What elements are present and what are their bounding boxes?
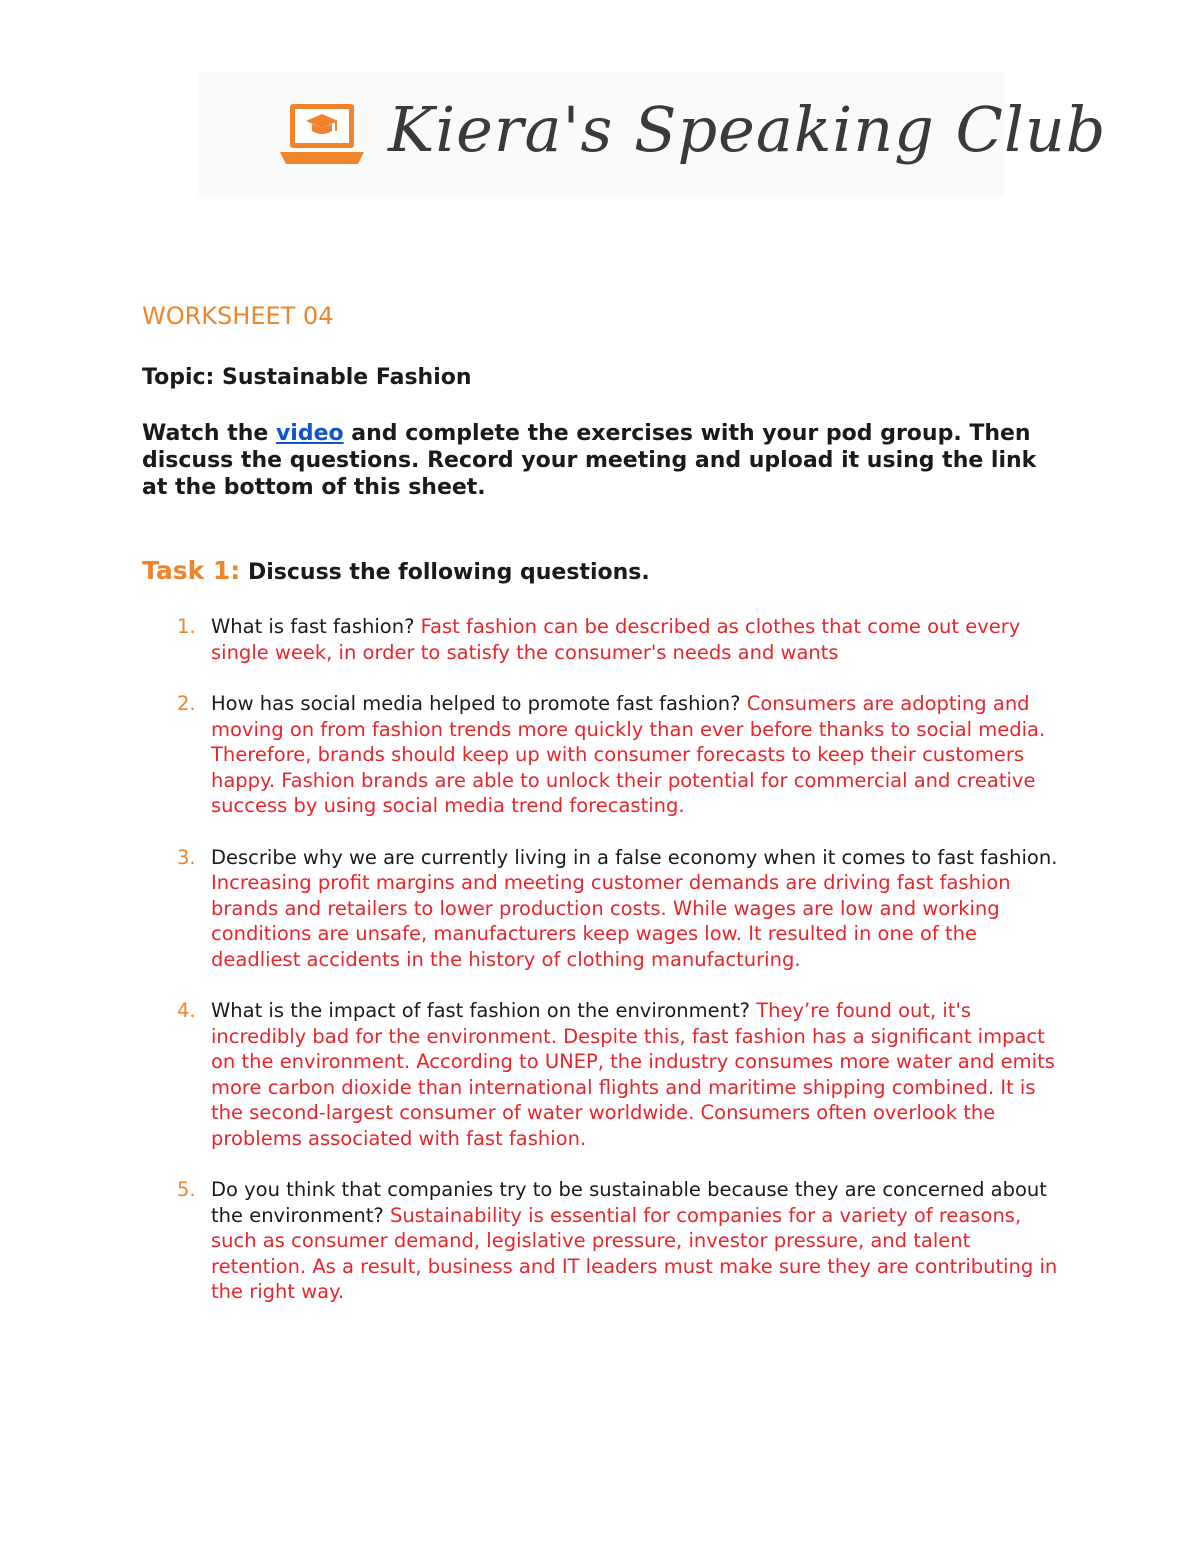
task-label: Task 1:	[142, 556, 241, 585]
video-link[interactable]: video	[275, 421, 344, 446]
answer-text: Consumers are adopting and moving on from fashion trends more quickly than ever before thanks to social media. Therefore, brands should keep up with consumer forecasts to keep their customers happy. Fashion brands are able to unlock their potential for commercial and creative success by using social media trend forecasting.	[211, 692, 1046, 817]
list-item	[142, 998, 1062, 1151]
question-number: 1.	[177, 615, 196, 638]
answer-text: They’re found out, it's incredibly bad for the environment. Despite this, fast fashion has a significant impact on the environment. According to UNEP, the industry consumes more water and emits more carbon dioxide than international flights and maritime shipping combined. It is the second-largest consumer of water worldwide. Consumers often overlook the problems associated with fast fashion.	[211, 999, 1055, 1150]
answer-text: Fast fashion can be described as clothes that come out every single week, in order to satisfy the consumer's needs and wants	[211, 615, 1021, 664]
task-instruction: Discuss the following questions.	[240, 560, 650, 585]
intro-before-link: Watch the	[142, 421, 276, 446]
logo-text: Kiera's Speaking Club	[388, 93, 1107, 166]
laptop-graduation-cap-icon	[280, 100, 364, 166]
question-text: Describe why we are currently living in a false economy when it comes to fast fashion.	[211, 845, 1058, 869]
question-text: Do you think that companies try to be sustainable because they are concerned about the environment?	[211, 1178, 1047, 1227]
club-logo	[198, 72, 1107, 196]
list-item	[142, 845, 1062, 973]
task-heading	[142, 556, 650, 585]
intro-paragraph	[142, 420, 1042, 501]
question-list	[142, 614, 1062, 1331]
answer-text: Increasing profit margins and meeting customer demands are driving fast fashion brands and retailers to lower production costs. While wages are low and working conditions are unsafe, manufacturers keep wages low. It resulted in one of the deadliest accidents in the history of clothing manufacturing.	[211, 871, 1011, 971]
question-text: What is the impact of fast fashion on the environment?	[211, 999, 757, 1022]
question-text: What is fast fashion?	[211, 615, 421, 638]
question-number: 2.	[177, 692, 196, 715]
worksheet-title: WORKSHEET 04	[142, 302, 334, 330]
list-item	[142, 1177, 1062, 1305]
question-text: How has social media helped to promote fast fashion?	[211, 692, 747, 715]
list-item	[142, 691, 1062, 819]
list-item	[142, 614, 1062, 665]
question-number: 4.	[177, 999, 196, 1022]
question-number: 3.	[177, 845, 196, 869]
question-number: 5.	[177, 1178, 196, 1201]
answer-text: Sustainability is essential for companies for a variety of reasons, such as consumer demand, legislative pressure, investor pressure, and talent retention. As a result, business and IT leaders must make sure they are contributing in the right way.	[211, 1203, 1058, 1303]
intro-after-link: and complete the exercises with your pod group. Then discuss the questions. Record your meeting and upload it using the link at the bottom of this sheet.	[142, 421, 1037, 500]
topic-heading: Topic: Sustainable Fashion	[142, 365, 472, 390]
